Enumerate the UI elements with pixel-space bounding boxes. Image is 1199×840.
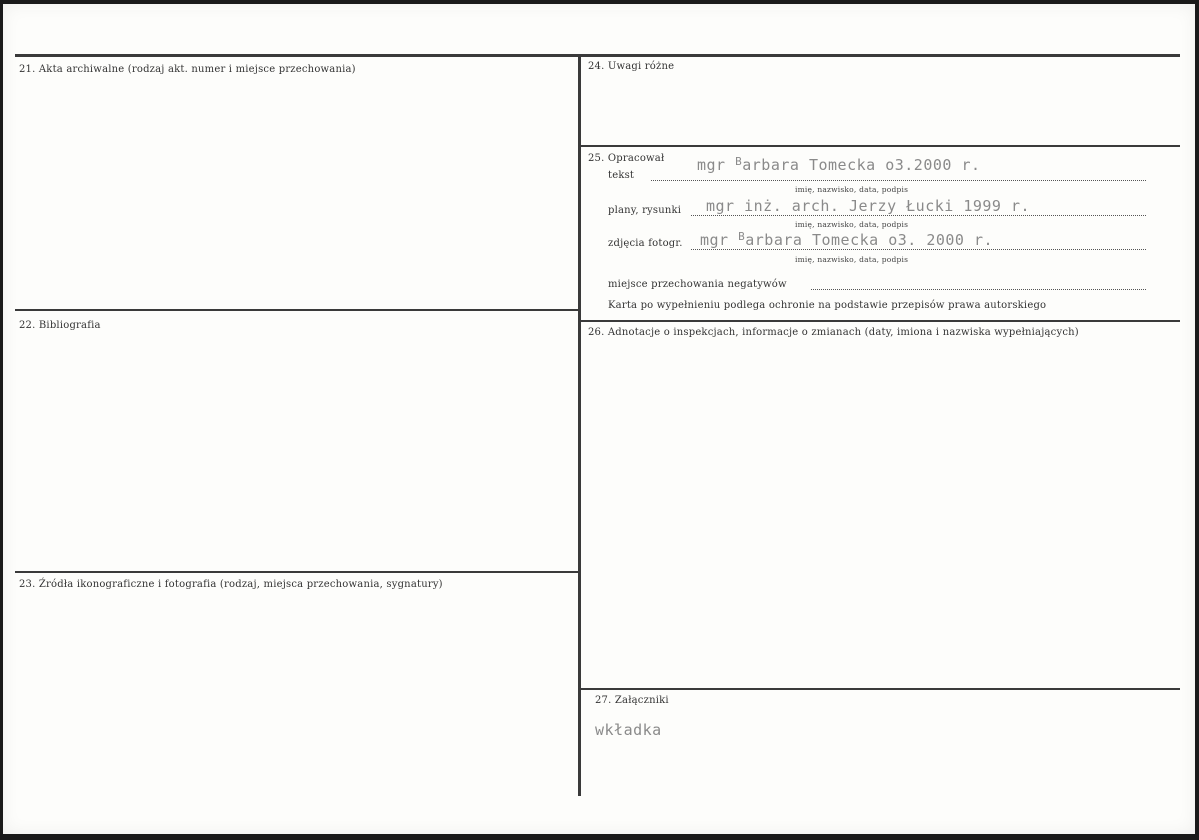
negatywy-line: [811, 289, 1146, 290]
zdjecia-caption: imię, nazwisko, data, podpis: [795, 255, 909, 264]
section-22-label: 22. Bibliografia: [19, 320, 101, 331]
plany-label: plany, rysunki: [608, 205, 682, 216]
plany-value: mgr inż. arch. Jerzy Łucki 1999 r.: [706, 197, 1031, 215]
rule-27: [581, 688, 1180, 690]
top-rule: [15, 54, 1180, 57]
zdjecia-line: [691, 249, 1146, 250]
rule-26: [581, 320, 1180, 322]
tekst-line: [651, 180, 1146, 181]
section-23-label: 23. Źródła ikonograficzne i fotografia (rodzaj, miejsca przechowania, sygnatury): [19, 579, 443, 590]
tekst-caption: imię, nazwisko, data, podpis: [795, 185, 909, 194]
rule-23: [15, 571, 578, 573]
tekst-value-superscript: B: [735, 155, 743, 168]
section-24-label: 24. Uwagi różne: [588, 61, 675, 72]
copyright-note: Karta po wypełnieniu podlega ochronie na podstawie przepisów prawa autorskiego: [608, 300, 1047, 311]
attachment-value: wkładka: [595, 721, 662, 739]
record-card: [3, 4, 1195, 834]
center-divider: [578, 56, 581, 796]
rule-25: [581, 145, 1180, 147]
tekst-value-part-2: arbara Tomecka o3.2000 r.: [742, 156, 981, 174]
plany-line: [691, 215, 1146, 216]
zdjecia-value-part-2: arbara Tomecka o3. 2000 r.: [745, 231, 994, 249]
tekst-label: tekst: [608, 170, 635, 181]
section-27-label: 27. Załączniki: [595, 695, 669, 706]
zdjecia-label: zdjęcia fotogr.: [608, 238, 683, 249]
section-21-label: 21. Akta archiwalne (rodzaj akt. numer i miejsce przechowania): [19, 64, 356, 75]
section-26-label: 26. Adnotacje o inspekcjach, informacje o zmianach (daty, imiona i nazwiska wypełniających): [588, 327, 1079, 338]
zdjecia-value: [700, 230, 993, 249]
zdjecia-value-part-1: mgr: [700, 231, 739, 249]
zdjecia-value-superscript: B: [738, 230, 746, 243]
rule-22: [15, 309, 578, 311]
tekst-value-part-1: mgr: [697, 156, 736, 174]
section-25-label: 25. Opracował: [588, 153, 665, 164]
tekst-value: [697, 155, 981, 174]
plany-caption: imię, nazwisko, data, podpis: [795, 220, 909, 229]
negatywy-label: miejsce przechowania negatywów: [608, 279, 787, 290]
